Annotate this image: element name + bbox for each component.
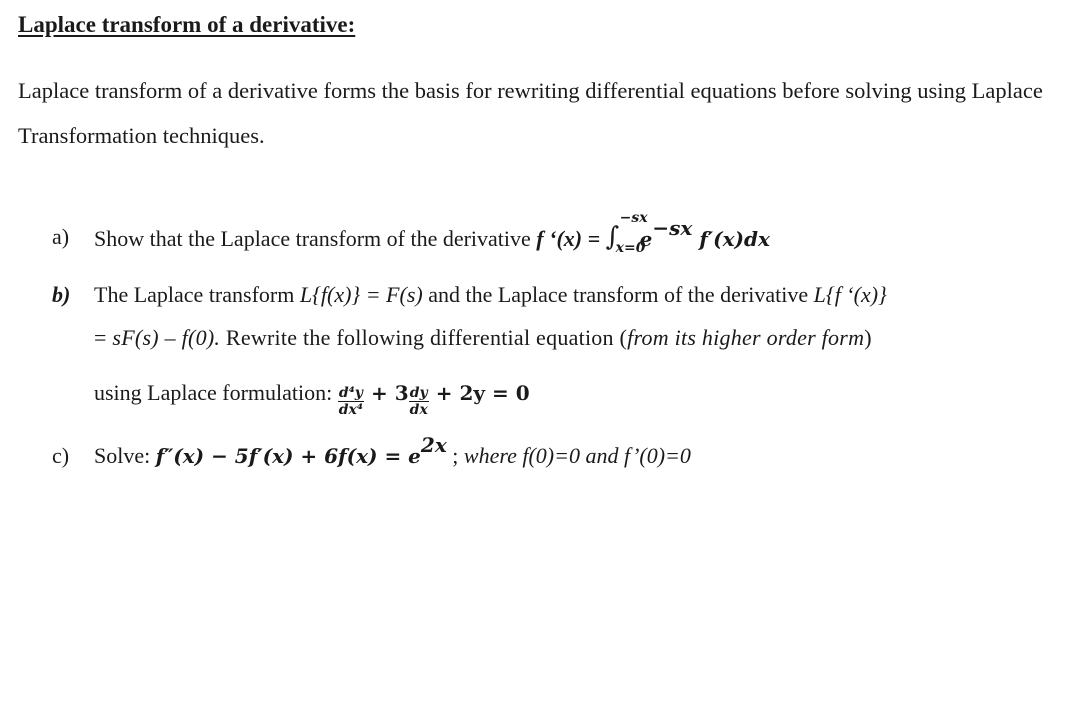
item-b-higher-order: from its higher order form [627, 325, 865, 350]
item-b-line-1 [94, 282, 887, 308]
item-b-text-2: and the Laplace transform of the derivative [422, 282, 814, 307]
item-b-line-3 [94, 380, 530, 418]
item-c-separator: ; [446, 443, 464, 468]
item-c [94, 433, 691, 469]
item-b-laplace-derivative: L{f ‘(x)} [813, 282, 887, 307]
fraction-2-numerator: dy [409, 385, 428, 401]
item-b-paren: ) [864, 325, 872, 350]
integral-upper-limit: −sx [619, 210, 648, 226]
item-b-text-4: using Laplace formulation: [94, 380, 338, 405]
item-b-text-3: Rewrite the following differential equation ( [220, 325, 628, 350]
page-title: Laplace transform of a derivative: [18, 12, 356, 37]
fraction-2-denominator: dx [409, 402, 428, 418]
integrand-exponent: −sx [652, 216, 693, 240]
fraction-d4y-dx4 [338, 385, 364, 418]
fraction-dy-dx [409, 385, 429, 418]
item-b-equals: = [94, 325, 113, 350]
item-c-equation: f″(x) − 5f′(x) + 6f(x) = e [155, 444, 421, 468]
item-c-exponent: 2x [420, 433, 447, 457]
item-b-text-1: The Laplace transform [94, 282, 300, 307]
integrand-rest: f′(x)dx [692, 227, 770, 251]
integral-lower-limit: x=0 [615, 240, 646, 256]
item-b-sfs: sF(s) – f(0). [112, 325, 221, 350]
item-b-laplace-fx: L{f(x)} = F(s) [299, 282, 423, 307]
item-c-marker: c) [52, 443, 70, 468]
fraction-1-numerator: d⁴y [338, 385, 363, 401]
item-a-marker: a) [52, 224, 70, 249]
item-b-plus-3: + 3 [364, 381, 409, 405]
item-a-text: Show that the Laplace transform of the derivative [94, 226, 531, 251]
item-b-tail: + 2y = 0 [428, 381, 530, 405]
item-a [94, 210, 770, 256]
item-b-line-2 [94, 325, 872, 351]
intro-paragraph: Laplace transform of a derivative forms the basis for rewriting differential equations before solving using Laplace Transformation techniques. [18, 78, 1043, 148]
item-b-marker: b) [52, 282, 71, 307]
item-c-text: Solve: [94, 443, 156, 468]
fraction-1-denominator: dx⁴ [338, 402, 364, 418]
item-c-conditions: where f(0)=0 and f’(0)=0 [463, 443, 691, 468]
integrand-base: e [639, 227, 653, 251]
integral-sign: ∫ −sx x=0 [605, 210, 648, 256]
item-a-lhs: f ‘(x) = [536, 226, 601, 251]
